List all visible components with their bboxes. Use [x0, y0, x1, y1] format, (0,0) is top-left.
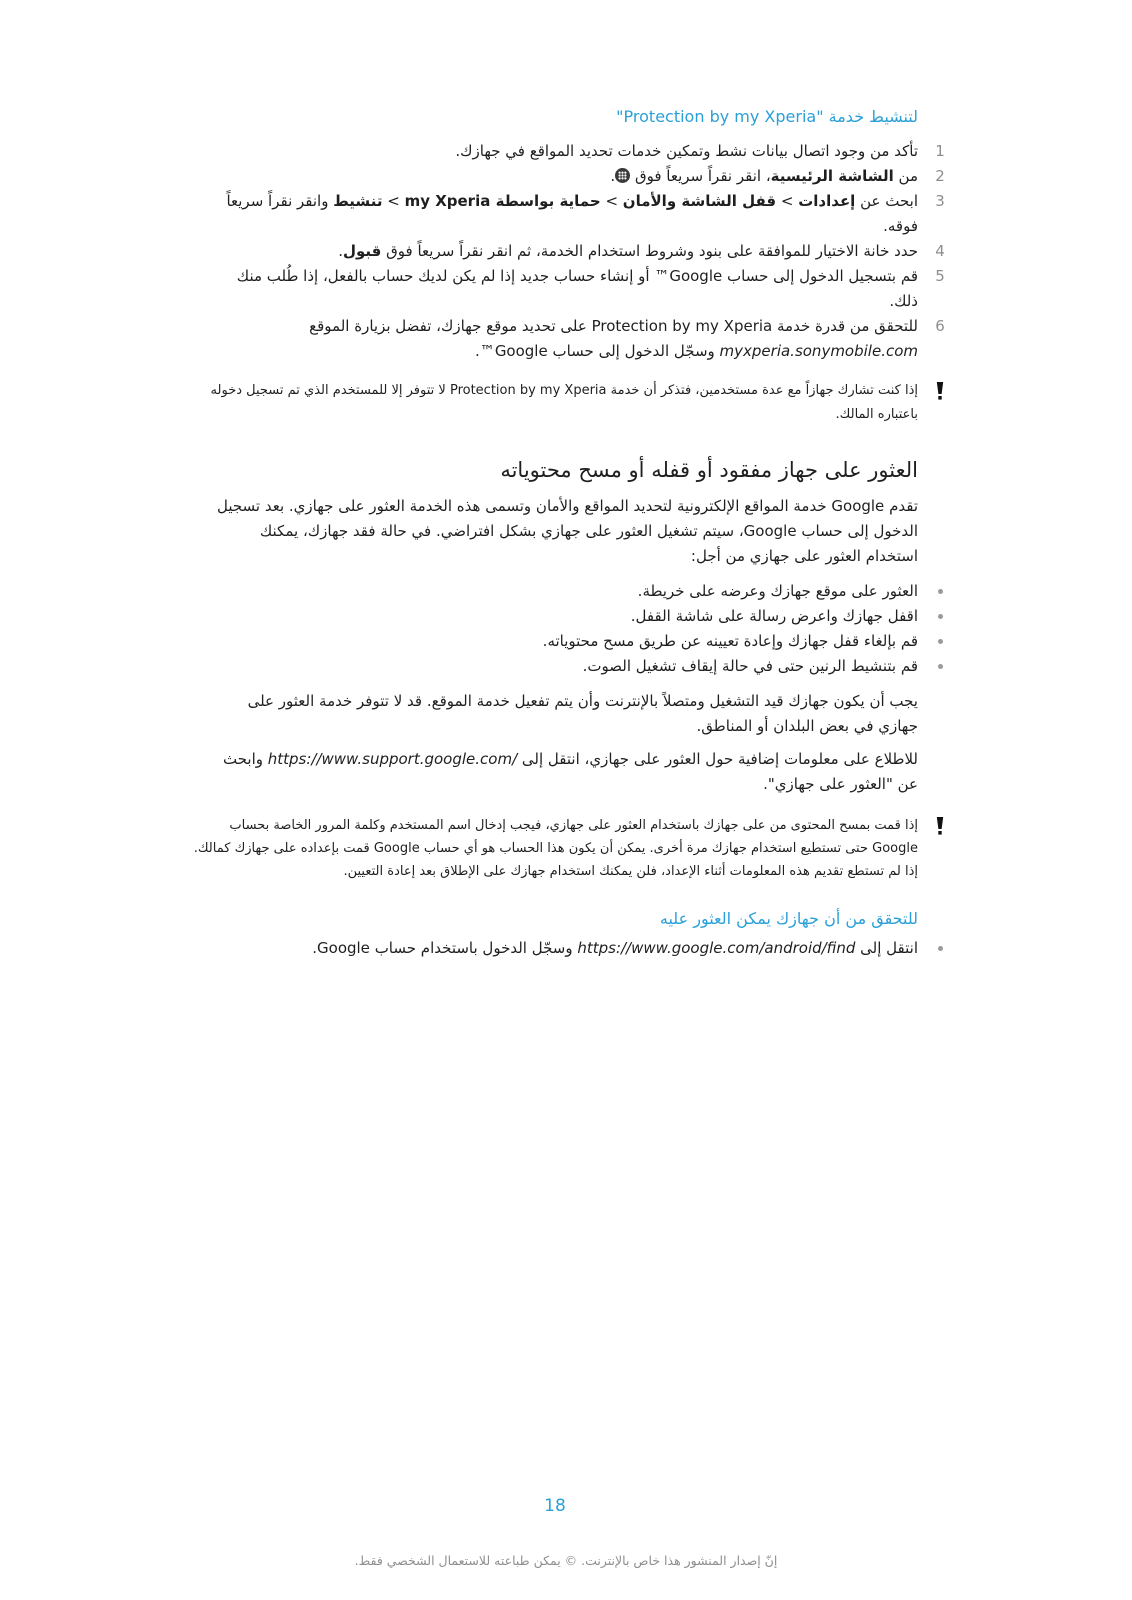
page-footer: إنّ إصدار المنشور هذا خاص بالإنترنت. © يمكن طباعته للاستعمال الشخصي فقط. — [354, 1553, 778, 1568]
apps-icon — [615, 168, 630, 183]
step-text: . — [610, 167, 616, 185]
step-text: للتحقق من قدرة خدمة Protection by my Xperia على تحديد موقع جهازك، تفضل بزيارة الموقع — [309, 317, 918, 335]
shared-device-note — [186, 379, 918, 427]
find-device-features — [213, 579, 918, 679]
verify-device-heading: للتحقق من أن جهازك يمكن العثور عليه — [659, 909, 918, 928]
bullet-icon — [938, 946, 943, 951]
bullet-icon — [938, 614, 943, 619]
menu-path-separator: > — [382, 192, 405, 210]
exclamation-icon — [936, 382, 944, 400]
myxperia-link[interactable]: myxperia.sonymobile.com — [719, 342, 918, 360]
list-item-text: انتقل إلى — [855, 939, 918, 957]
step-5 — [213, 264, 945, 314]
step-number: 2 — [935, 167, 945, 185]
page-number: 18 — [544, 1496, 566, 1516]
step-number: 6 — [935, 317, 945, 335]
more-info-paragraph — [213, 747, 918, 797]
step-text: وانقر نقراً سريعاً فوقه. — [226, 192, 918, 235]
menu-path-my-xperia-protection: حماية بواسطة my Xperia — [404, 192, 601, 210]
step-2 — [213, 164, 945, 189]
activation-steps — [213, 139, 945, 364]
step-text: ابحث عن — [855, 192, 918, 210]
note-text: إذا كنت تشارك جهازاً مع عدة مستخدمين، فتذكر أن خدمة Protection by my Xperia لا تتوفر إلا للمستخدم الذي تم تسجيل دخوله باعتباره المالك. — [210, 383, 918, 422]
list-item-text: وسجّل الدخول باستخدام حساب Google. — [312, 939, 578, 957]
exclamation-icon — [936, 817, 944, 835]
step-text: من — [893, 167, 918, 185]
page-content — [193, 106, 945, 971]
verify-steps — [213, 936, 918, 961]
step-6 — [213, 314, 945, 364]
menu-path-separator: > — [776, 192, 799, 210]
bullet-icon — [938, 639, 943, 644]
step-text: وسجّل الدخول إلى حساب Google™. — [475, 342, 720, 360]
list-item — [213, 579, 918, 604]
list-item — [213, 629, 918, 654]
list-item — [213, 604, 918, 629]
menu-path-settings: إعدادات — [798, 192, 856, 210]
list-item-text: قم بإلغاء قفل جهازك وإعادة تعيينه عن طريق مسح محتوياته. — [542, 632, 918, 650]
android-find-link[interactable]: https://www.google.com/android/find — [577, 939, 856, 957]
step-text: تأكد من وجود اتصال بيانات نشط وتمكين خدمات تحديد المواقع في جهازك. — [455, 142, 918, 160]
step-text: ، انقر نقراً سريعاً فوق — [630, 167, 771, 185]
step-text: . — [338, 242, 343, 260]
bullet-icon — [938, 664, 943, 669]
step-text: حدد خانة الاختيار للموافقة على بنود وشروط استخدام الخدمة، ثم انقر نقراً سريعاً فوق — [381, 242, 918, 260]
step-text: قم بتسجيل الدخول إلى حساب Google™ أو إنشاء حساب جديد إذا لم يكن لديك حساب بالفعل، إذا طُلب منك ذلك. — [236, 267, 918, 310]
list-item-text: اقفل جهازك واعرض رسالة على شاشة القفل. — [630, 607, 918, 625]
find-device-intro: تقدم Google خدمة المواقع الإلكترونية لتحديد المواقع والأمان وتسمى هذه الخدمة العثور على جهازي. بعد تسجيل الدخول إلى حساب Google، سيتم تشغيل العثور على جهازي بشكل افتراضي. في حالة فقد جهازك، يمكنك استخدام العثور على جهازي من أجل: — [216, 497, 918, 565]
requirements-paragraph: يجب أن يكون جهازك قيد التشغيل ومتصلاً بالإنترنت وأن يتم تفعيل خدمة الموقع. قد لا تتوفر خدمة العثور على جهازي في بعض البلدان أو المناطق. — [247, 692, 918, 735]
paragraph-text: وابحث عن "العثور على جهازي". — [222, 750, 918, 793]
list-item — [213, 936, 918, 961]
step-3 — [213, 189, 945, 239]
step-number: 1 — [935, 142, 945, 160]
menu-path-activate: تنشيط — [333, 192, 383, 210]
accept-label: قبول — [343, 242, 382, 260]
menu-path-lock-screen-security: قفل الشاشة والأمان — [622, 192, 777, 210]
step-1 — [213, 139, 945, 164]
paragraph-text: للاطلاع على معلومات إضافية حول العثور على جهازي، انتقل إلى — [517, 750, 918, 768]
google-support-link[interactable]: https://www.support.google.com/ — [267, 750, 518, 768]
factory-reset-note — [186, 814, 918, 883]
menu-path-separator: > — [600, 192, 623, 210]
step-number: 4 — [935, 242, 945, 260]
bullet-icon — [938, 589, 943, 594]
list-item — [213, 654, 918, 679]
list-item-text: قم بتنشيط الرنين حتى في حالة إيقاف تشغيل الصوت. — [582, 657, 918, 675]
activate-protection-heading: لتنشيط خدمة "Protection by my Xperia" — [616, 107, 918, 126]
home-screen-label: الشاشة الرئيسية — [770, 167, 894, 185]
step-number: 3 — [935, 192, 945, 210]
step-4 — [213, 239, 945, 264]
find-device-heading: العثور على جهاز مفقود أو قفله أو مسح محتوياته — [500, 458, 918, 482]
list-item-text: العثور على موقع جهازك وعرضه على خريطة. — [637, 582, 918, 600]
step-number: 5 — [935, 267, 945, 285]
note-text: إذا قمت بمسح المحتوى من على جهازك باستخدام العثور على جهازي، فيجب إدخال اسم المستخدم وكلمة المرور الخاصة بحساب Google حتى تستطيع استخدام جهازك مرة أخرى. يمكن أن يكون هذا الحساب هو أي حساب Google قمت بإعداده على جهازك كمالك. إذا لم تستطع تقديم هذه المعلومات أثناء الإعداد، فلن يمكنك استخدام جهازك على الإطلاق بعد إعادة التعيين. — [193, 818, 918, 879]
